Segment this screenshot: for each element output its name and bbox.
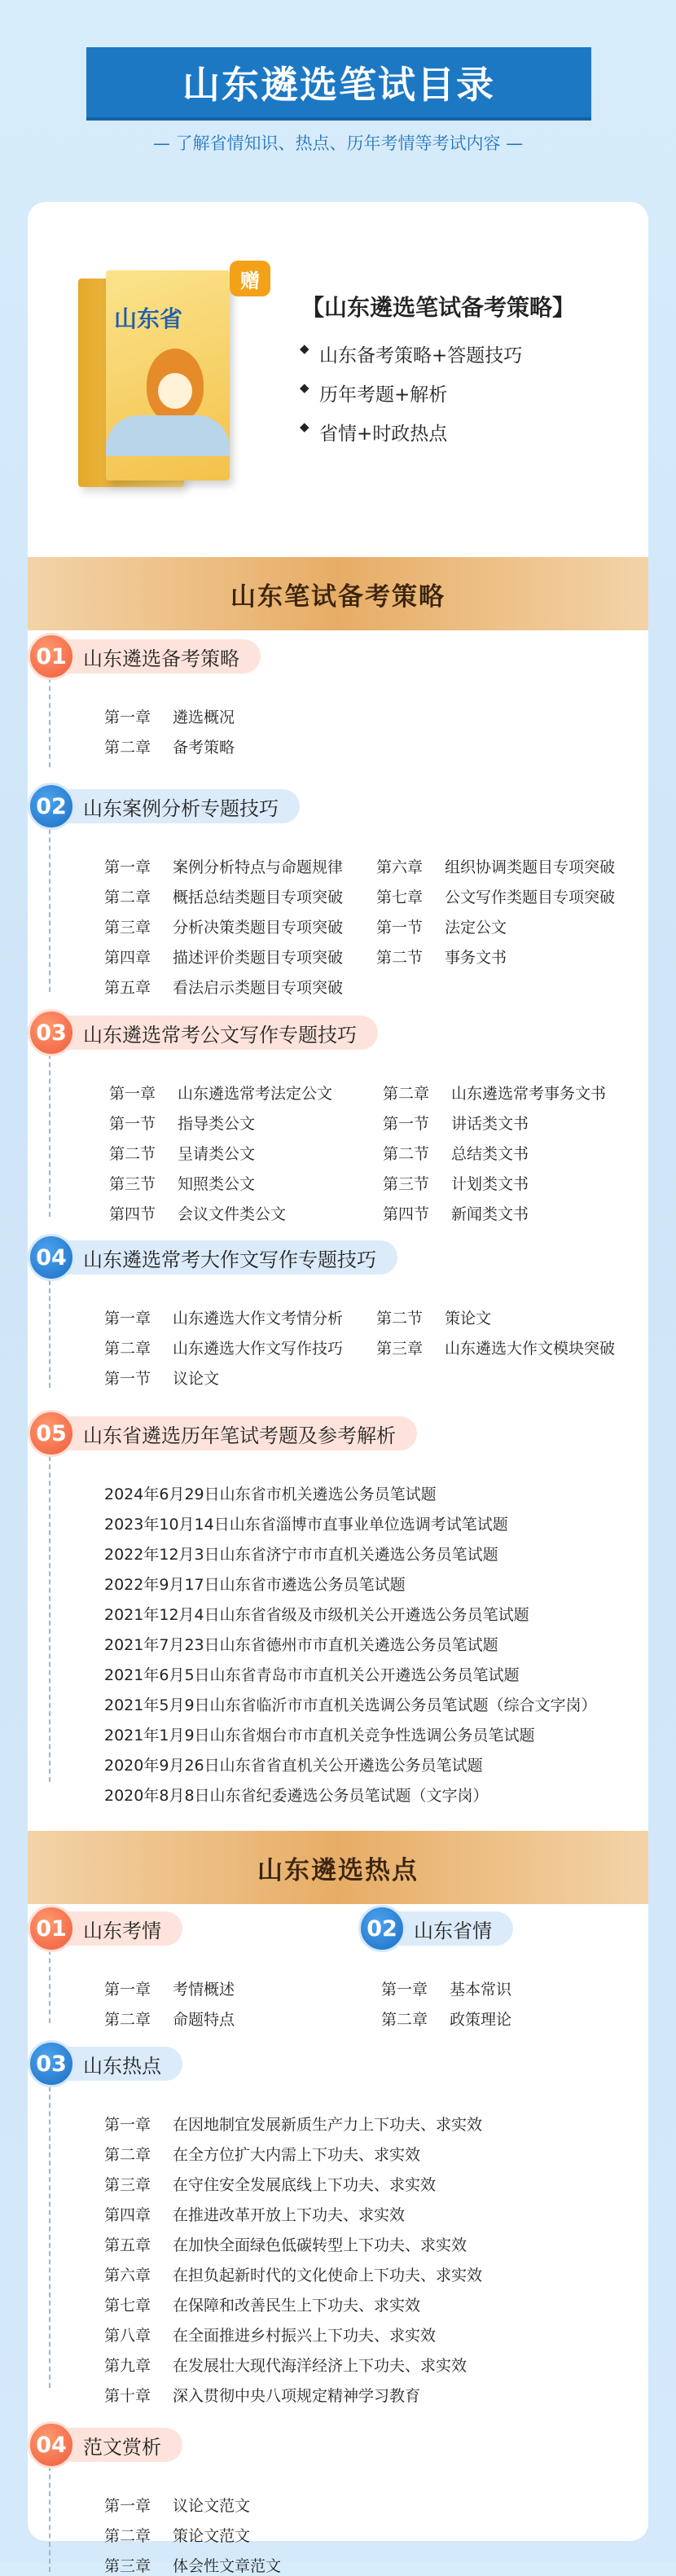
list-item [383,1202,529,1224]
chapter-label: 第四章 [104,949,151,967]
list-item [104,1977,235,1999]
section-header-h4 [28,2425,182,2464]
list-item [104,885,343,907]
chapter-title: 备考策略 [173,739,235,757]
number-badge: 02 [28,783,75,830]
section-title-hot: 山东遴选热点 [28,1831,648,1904]
chapter-label: 第一章 [109,1085,156,1103]
chapter-label: 第二章 [104,739,151,757]
chapter-label: 第二节 [376,949,424,967]
chapter-title: 在全方位扩大内需上下功夫、求实效 [173,2146,421,2164]
book-heading: 【山东遴选笔试备考策略】 [301,294,576,321]
timeline-line [49,1280,50,1388]
list-item [104,2524,250,2546]
chapter-label: 第二章 [104,2146,151,2164]
number-badge: 05 [28,1410,75,1457]
chapter-title: 基本常识 [450,1981,512,1999]
section-header-label: 山东遴选备考策略 [57,639,261,674]
timeline-line [49,829,50,992]
chapter-label: 第十章 [104,2387,151,2405]
list-item [109,1172,255,1194]
list-item [104,1336,343,1358]
fox-mascot-icon [147,349,204,422]
chapter-title: 概括总结类题目专项突破 [173,889,344,906]
chapter-label: 第二章 [104,889,151,906]
list-item [104,946,343,968]
exam-list-item: 2020年9月26日山东省省直机关公开遴选公务员笔试题 [104,1757,483,1775]
number-badge: 03 [28,2040,75,2087]
chapter-title: 山东遴选大作文写作技巧 [173,1340,344,1358]
list-item [383,1172,529,1194]
chapter-title: 在保障和改善民生上下功夫、求实效 [173,2297,421,2315]
chapter-title: 深入贯彻中央八项规定精神学习教育 [173,2387,421,2405]
list-item [104,2233,467,2255]
number-badge: 03 [28,1009,75,1056]
exam-list-item: 2021年5月9日山东省临沂市市直机关选调公务员笔试题（综合文字岗） [104,1696,597,1714]
chapter-label: 第一章 [104,2497,151,2515]
exam-list-item: 2022年9月17日山东省市遴选公务员笔试题 [104,1576,406,1594]
chapter-title: 议论文 [173,1370,220,1388]
exam-list-item: 2020年8月8日山东省纪委遴选公务员笔试题（文字岗） [104,1787,489,1805]
chapter-title: 看法启示类题目专项突破 [173,979,344,997]
book-cover-title: 山东省 [114,305,183,332]
chapter-label: 第三章 [104,919,151,937]
page-title: 山东遴选笔试目录 [86,47,591,117]
chapter-title: 知照类公文 [178,1175,256,1193]
list-item [104,976,343,998]
chapter-title: 在守住安全发展底线上下功夫、求实效 [173,2176,437,2194]
list-item [104,735,235,757]
chapter-label: 第二章 [104,2527,151,2545]
chapter-title: 遴选概况 [173,709,235,726]
list-item [104,2143,420,2165]
number-badge: 04 [28,1234,75,1281]
chapter-label: 第三章 [104,2557,151,2575]
list-item [109,1202,286,1224]
section-header-label: 山东省遴选历年笔试考题及参考解析 [57,1416,417,1450]
chapter-title: 案例分析特点与命题规律 [173,858,344,876]
list-item [376,915,507,937]
chapter-label: 第四章 [104,2206,151,2224]
number-badge: 04 [28,2421,75,2468]
list-item [109,1142,255,1164]
chapter-label: 第二章 [104,2011,151,2029]
chapter-title: 策论文 [445,1310,492,1327]
chapter-label: 第五章 [104,979,151,997]
section-header-s5 [28,1414,417,1453]
list-item [381,2008,511,2030]
chapter-title: 总结类文书 [451,1145,529,1163]
chapter-label: 第三章 [376,1340,424,1358]
section-header-label: 山东热点 [57,2047,182,2081]
chapter-label: 第二节 [109,1145,156,1163]
section-header-label: 山东遴选常考大作文写作专题技巧 [57,1240,397,1275]
section-header-label: 山东遴选常考公文写作专题技巧 [57,1016,378,1050]
chapter-label: 第六章 [376,858,424,876]
chapter-label: 第一章 [381,1981,428,1999]
number-badge: 02 [358,1905,406,1952]
chapter-title: 在推进改革开放上下功夫、求实效 [173,2206,406,2224]
chapter-title: 在因地制宜发展新质生产力上下功夫、求实效 [173,2116,483,2134]
chapter-label: 第二节 [383,1145,430,1163]
chapter-title: 山东遴选常考法定公文 [178,1085,333,1103]
list-item [383,1142,529,1164]
list-item [104,2263,482,2285]
timeline-line [49,2466,50,2572]
section-title-strategy: 山东笔试备考策略 [28,557,648,630]
list-item [104,2113,482,2135]
list-item [104,2494,250,2516]
number-badge: 01 [28,633,75,680]
chapter-title: 山东遴选大作文模块突破 [445,1340,616,1358]
timeline-line [49,678,50,767]
chapter-title: 在担负起新时代的文化使命上下功夫、求实效 [173,2267,483,2284]
chapter-label: 第二章 [104,1340,151,1358]
exam-list-item: 2021年6月5日山东省青岛市市直机关公开遴选公务员笔试题 [104,1666,520,1684]
section-header-h3 [28,2044,182,2083]
page-subtitle: — 了解省情知识、热点、历年考情等考试内容 — [152,134,524,153]
chapter-label: 第九章 [104,2357,151,2375]
chapter-title: 在加快全面绿色低碳转型上下功夫、求实效 [173,2236,467,2254]
list-item [104,915,343,937]
chapter-label: 第一章 [104,1310,151,1327]
book-cover-image [106,270,230,481]
timeline-line [49,1054,50,1217]
content-card [28,202,648,2575]
list-item [383,1082,606,1104]
list-item [381,1977,511,1999]
list-item [109,1082,332,1104]
section-header-label: 山东考情 [57,1911,182,1946]
chapter-title: 政策理论 [450,2011,512,2029]
list-item [104,855,343,877]
number-badge: 01 [28,1905,75,1952]
list-item [104,2384,420,2406]
chapter-title: 描述评价类题目专项突破 [173,949,344,967]
list-item [376,946,507,968]
cloud-decoration [106,415,230,456]
chapter-label: 第三节 [383,1175,430,1193]
chapter-label: 第二节 [376,1310,424,1327]
exam-list-item: 2021年7月23日山东省德州市市直机关遴选公务员笔试题 [104,1636,498,1654]
exam-list-item: 2021年1月9日山东省烟台市市直机关竞争性选调公务员笔试题 [104,1727,535,1744]
chapter-label: 第七章 [104,2297,151,2315]
chapter-label: 第二章 [381,2011,428,2029]
chapter-label: 第三章 [104,2176,151,2194]
chapter-title: 山东遴选常考事务文书 [451,1085,607,1103]
chapter-title: 新闻类文书 [451,1205,529,1223]
chapter-label: 第四节 [383,1205,430,1223]
timeline-line [49,1950,50,2023]
chapter-title: 会议文件类公文 [178,1205,287,1223]
section-header-h2 [358,1909,513,1948]
list-item [383,1112,529,1134]
chapter-label: 第一章 [104,1981,151,1999]
list-item [104,2008,235,2030]
chapter-label: 第五章 [104,2236,151,2254]
chapter-title: 体会性文章范文 [173,2557,282,2575]
chapter-label: 第一节 [376,919,424,937]
gift-badge: 赠 [230,261,270,296]
chapter-title: 公文写作类题目专项突破 [445,889,616,906]
list-item [104,2554,281,2576]
list-item [376,855,615,877]
book-feature: ◆ 历年考题+解析 [319,380,447,406]
timeline-line [49,2087,50,2388]
chapter-title: 法定公文 [445,919,507,937]
exam-list-item: 2023年10月14日山东省淄博市直事业单位选调考试笔试题 [104,1516,508,1534]
section-header-s1 [28,637,261,676]
exam-list-item: 2024年6月29日山东省市机关遴选公务员笔试题 [104,1485,437,1503]
chapter-label: 第一章 [104,709,151,726]
chapter-label: 第四节 [109,1205,156,1223]
chapter-title: 策论文范文 [173,2527,251,2545]
section-header-label: 山东案例分析专题技巧 [57,789,300,823]
chapter-title: 议论文范文 [173,2497,251,2515]
section-header-s4 [28,1238,397,1277]
list-item [104,2293,420,2315]
section-header-h1 [28,1909,182,1948]
book-feature: ◆ 山东备考策略+答题技巧 [319,340,522,367]
chapter-label: 第一章 [104,2116,151,2134]
list-item [109,1112,255,1134]
list-item [104,2173,436,2195]
section-header-s3 [28,1013,378,1052]
chapter-title: 考情概述 [173,1981,235,1999]
list-item [376,1336,615,1358]
chapter-title: 组织协调类题目专项突破 [445,858,616,876]
list-item [104,1306,343,1328]
chapter-title: 命题特点 [173,2011,235,2029]
chapter-title: 计划类文书 [451,1175,529,1193]
chapter-label: 第三节 [109,1175,156,1193]
chapter-title: 在发展壮大现代海洋经济上下功夫、求实效 [173,2357,467,2375]
chapter-title: 讲话类文书 [451,1115,529,1133]
chapter-title: 山东遴选大作文考情分析 [173,1310,344,1327]
list-item [104,705,235,727]
chapter-title: 呈请类公文 [178,1145,256,1163]
chapter-title: 在全面推进乡村振兴上下功夫、求实效 [173,2327,437,2345]
list-item [104,1367,219,1389]
exam-list-item: 2021年12月4日山东省省级及市级机关公开遴选公务员笔试题 [104,1606,529,1624]
list-item [376,1306,491,1328]
timeline-line [49,1456,50,1782]
list-item [104,2203,405,2225]
chapter-title: 指导类公文 [178,1115,256,1133]
list-item [376,885,615,907]
chapter-label: 第七章 [376,889,424,906]
chapter-title: 事务文书 [445,949,507,967]
section-header-s2 [28,787,300,826]
chapter-label: 第二章 [383,1085,430,1103]
chapter-title: 分析决策类题目专项突破 [173,919,344,937]
chapter-label: 第六章 [104,2267,151,2284]
book-feature: ◆ 省情+时政热点 [319,419,447,445]
chapter-label: 第一节 [104,1370,151,1388]
exam-list-item: 2022年12月3日山东省济宁市市直机关遴选公务员笔试题 [104,1546,498,1564]
chapter-label: 第一节 [109,1115,156,1133]
list-item [104,2354,467,2376]
chapter-label: 第八章 [104,2327,151,2345]
chapter-label: 第一章 [104,858,151,876]
section-header-label: 山东省情 [388,1911,513,1946]
section-header-label: 范文赏析 [57,2428,182,2462]
chapter-label: 第一节 [383,1115,430,1133]
list-item [104,2324,436,2346]
